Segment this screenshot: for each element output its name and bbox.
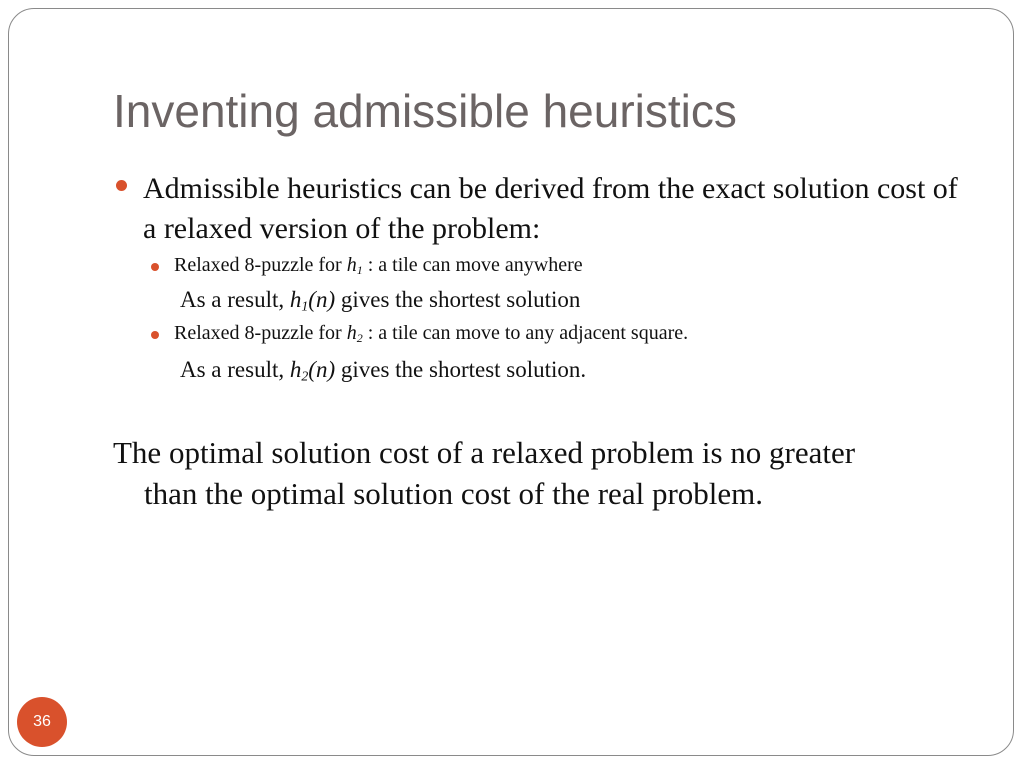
result-h2-prefix: As a result, — [180, 357, 290, 382]
h1-symbol: h — [346, 254, 357, 276]
result-h2 — [180, 357, 586, 384]
result-h1-arg: (n) — [308, 287, 336, 312]
bullet-text-main: Admissible heuristics can be derived from the exact solution cost of a relaxed version of the problem: — [143, 172, 958, 245]
sub-bullet-h1-suffix: : a tile can move anywhere — [362, 254, 583, 276]
slide-number-badge: 36 — [17, 697, 67, 747]
h2-symbol: h — [346, 322, 357, 344]
sub-bullet-h2 — [174, 322, 688, 346]
result-h1 — [180, 287, 580, 314]
h2-subscript: 2 — [356, 331, 363, 345]
sub-bullet-h1 — [174, 254, 583, 278]
bullet-icon — [116, 180, 127, 191]
sub-bullet-icon — [151, 331, 159, 339]
result-h1-prefix: As a result, — [180, 287, 290, 312]
conclusion-line-1: The optimal solution cost of a relaxed problem is no greater — [113, 435, 856, 470]
result-h2-arg: (n) — [308, 357, 336, 382]
slide-title: Inventing admissible heuristics — [113, 85, 737, 137]
h1-subscript: 1 — [356, 263, 363, 277]
conclusion-paragraph — [113, 432, 933, 514]
result-h1-suffix: gives the shortest solution — [335, 287, 581, 312]
sub-bullet-icon — [151, 263, 159, 271]
sub-bullet-h1-prefix: Relaxed 8-puzzle for — [174, 254, 347, 276]
result-h2-subscript: 2 — [301, 368, 309, 384]
result-h2-symbol: h — [289, 357, 302, 382]
result-h1-subscript: 1 — [301, 298, 309, 314]
result-h1-symbol: h — [289, 287, 302, 312]
sub-bullet-h2-suffix: : a tile can move to any adjacent square. — [362, 322, 689, 344]
result-h2-suffix: gives the shortest solution. — [335, 357, 587, 382]
conclusion-line-2: than the optimal solution cost of the real problem. — [144, 476, 764, 511]
sub-bullet-h2-prefix: Relaxed 8-puzzle for — [174, 322, 347, 344]
